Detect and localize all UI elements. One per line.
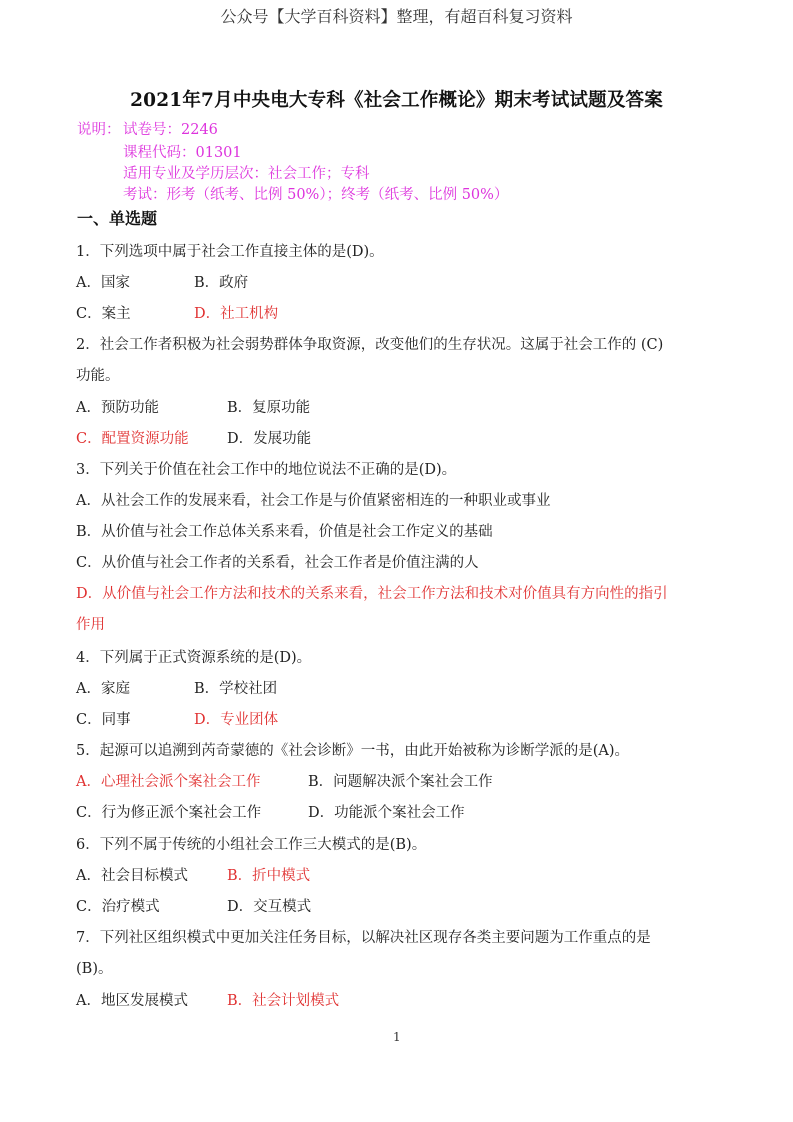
note-line-paper-no (77, 120, 218, 140)
document-title: 2021年7月中央电大专科《社会工作概论》期末考试试题及答案 (130, 90, 663, 111)
q2-option-d: D．发展功能 (227, 431, 312, 447)
q4-option-d-correct: D．专业团体 (194, 712, 279, 728)
q5-option-a-correct: A．心理社会派个案社会工作 (76, 774, 261, 790)
q5-option-d: D．功能派个案社会工作 (308, 805, 465, 821)
question-5-stem: 5．起源可以追溯到芮奇蒙德的《社会诊断》一书，由此开始被称为诊断学派的是(A)。 (76, 743, 630, 759)
q2-option-c-correct: C．配置资源功能 (76, 431, 189, 447)
q6-option-a: A．社会目标模式 (76, 868, 188, 884)
section-title-single-choice: 一、单选题 (77, 209, 158, 228)
q4-option-a: A．家庭 (76, 681, 130, 697)
major-level: 适用专业及学历层次：社会工作；专科 (123, 166, 370, 182)
q7-option-b-correct: B．社会计划模式 (227, 993, 340, 1009)
q1-option-b: B．政府 (194, 275, 249, 291)
question-3-stem: 3．下列关于价值在社会工作中的地位说法不正确的是(D)。 (76, 462, 457, 478)
q3-option-a: A．从社会工作的发展来看，社会工作是与价值紧密相连的一种职业或事业 (76, 493, 551, 509)
exam-format: 考试：形考（纸考、比例 50%）；终考（纸考、比例 50%） (123, 187, 509, 203)
q6-option-b-correct: B．折中模式 (227, 868, 311, 884)
question-4-stem: 4．下列属于正式资源系统的是(D)。 (76, 650, 312, 666)
course-code: 课程代码：01301 (123, 145, 242, 161)
q5-option-b: B．问题解决派个案社会工作 (308, 774, 493, 790)
paper-number: 试卷号：2246 (123, 122, 218, 138)
question-7-stem-cont: (B)。 (76, 961, 113, 977)
q3-option-d-cont: 作用 (76, 617, 105, 633)
q6-option-d: D．交互模式 (227, 899, 312, 915)
note-label: 说明： (77, 122, 121, 138)
q1-option-c: C．案主 (76, 306, 131, 322)
page-number: 1 (393, 1030, 401, 1044)
question-2-stem: 2．社会工作者积极为社会弱势群体争取资源，改变他们的生存状况。这属于社会工作的 (C) (76, 337, 664, 353)
q3-option-c: C．从价值与社会工作者的关系看，社会工作者是价值注满的人 (76, 555, 479, 571)
q4-option-c: C．同事 (76, 712, 131, 728)
question-7-stem: 7．下列社区组织模式中更加关注任务目标，以解决社区现存各类主要问题为工作重点的是 (76, 930, 651, 946)
q2-option-b: B．复原功能 (227, 400, 311, 416)
q4-option-b: B．学校社团 (194, 681, 278, 697)
q1-option-a: A．国家 (76, 275, 130, 291)
q7-option-a: A．地区发展模式 (76, 993, 188, 1009)
q5-option-c: C．行为修正派个案社会工作 (76, 805, 262, 821)
question-2-stem-cont: 功能。 (76, 368, 120, 384)
q3-option-d-correct: D．从价值与社会工作方法和技术的关系来看，社会工作方法和技术对价值具有方向性的指引 (76, 586, 668, 602)
q6-option-c: C．治疗模式 (76, 899, 160, 915)
q3-option-b: B．从价值与社会工作总体关系来看，价值是社会工作定义的基础 (76, 524, 493, 540)
page-header-watermark: 公众号【大学百科资料】整理，有超百科复习资料 (220, 7, 573, 26)
question-6-stem: 6．下列不属于传统的小组社会工作三大模式的是(B)。 (76, 837, 427, 853)
q2-option-a: A．预防功能 (76, 400, 159, 416)
q1-option-d-correct: D．社工机构 (194, 306, 279, 322)
question-1-stem: 1．下列选项中属于社会工作直接主体的是(D)。 (76, 244, 384, 260)
